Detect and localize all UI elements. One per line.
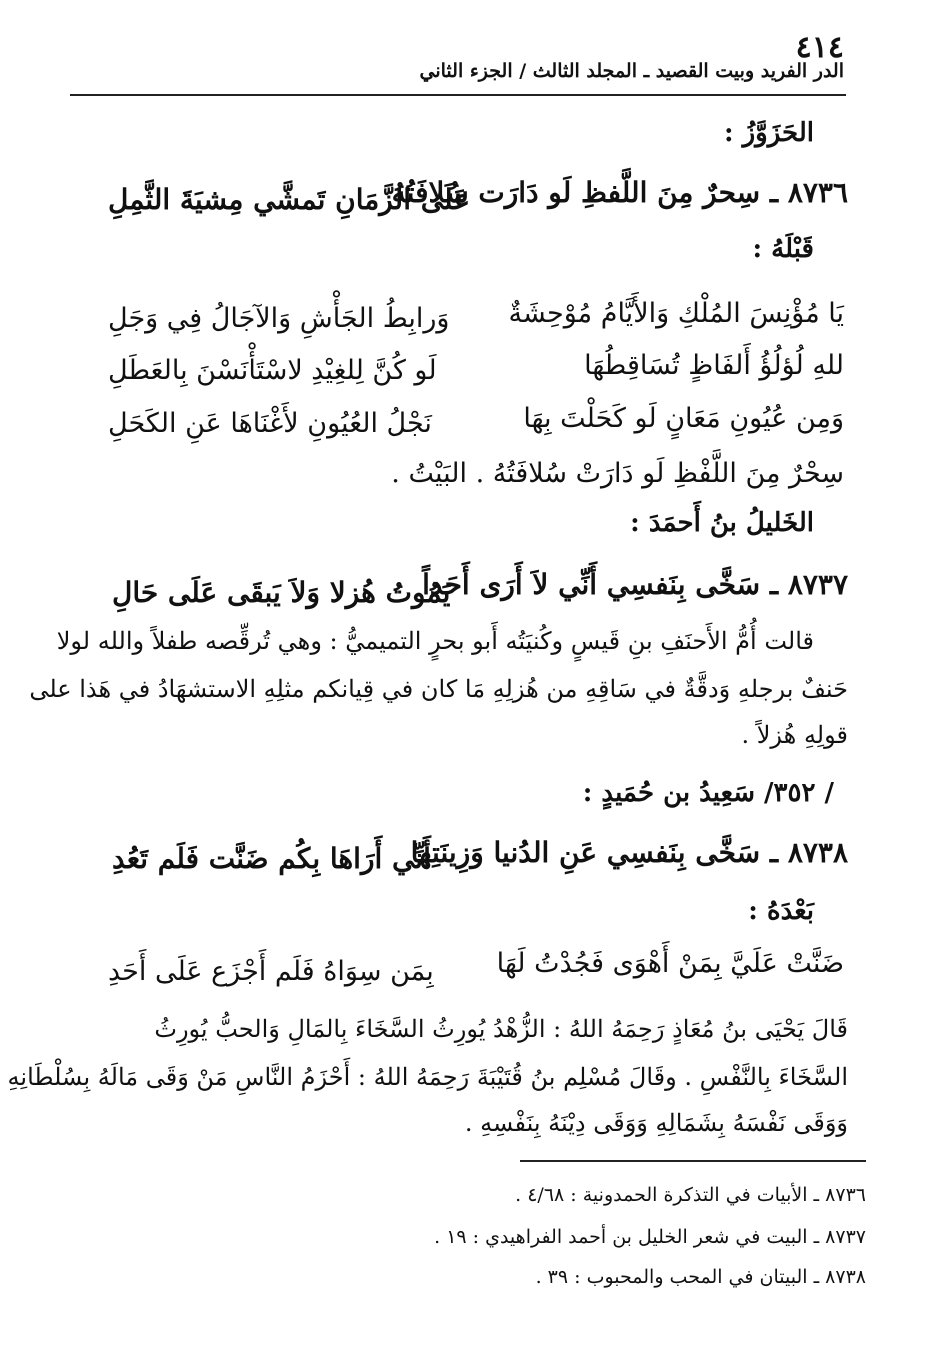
quoted-line: سِحْرٌ مِنَ اللَّفْظِ لَو دَارَتْ سُلافَتُهُ . البَيْتُ . — [391, 458, 844, 489]
running-title: الدر الفريد وبيت القصيد ـ المجلد الثالث / الجزء الثاني — [419, 60, 844, 82]
verse-hemistich-second: أَنِّي أَرَاهَا بِكُم ضَنَّت فَلَم تَعُدِ — [112, 842, 431, 875]
label-after: بَعْدَهُ : — [748, 896, 814, 926]
verse-hemistich-first: ٨٧٣٧ ـ سَخَّى بِنَفسِي أَنِّي لاَ أَرَى أَحَداً — [422, 568, 848, 601]
prose-line: قالت أُمُّ الأَحنَفِ بنِ قَيسٍ وكُنيَتُه أَبو بحرٍ التميميُّ : وهي تُرقِّصه طفلاً والله لولا — [56, 627, 814, 655]
verse-hemistich-second: وَرابِطُ الجَأْشِ وَالآجَالُ فِي وَجَلِ — [108, 303, 450, 334]
poet-heading: / ٣٥٢/ سَعِيدُ بن حُمَيدٍ : — [582, 778, 834, 808]
prose-line: السَّخَاءَ بِالنَّفْسِ . وقَالَ مُسْلِم بنُ قُتَيْبَةَ رَحِمَهُ اللهُ : أَحْزَمُ النَّاسِ مَنْ وَقَى مَالَهُ بِسُلْطَانِهِ — [7, 1063, 848, 1091]
verse-hemistich-first: ضَنَّتْ عَلَيَّ بِمَنْ أَهْوَى فَجُدْتُ لَهَا — [496, 948, 844, 979]
verse-hemistich-first: وَمِن عُيُونِ مَعَانٍ لَو كَحَلْتَ بِهَا — [523, 403, 844, 434]
verse-hemistich-second: بِمَن سِوَاهُ فَلَم أَجْزَع عَلَى أَحَدِ — [108, 956, 434, 987]
prose-line: وَوَقَى نَفْسَهُ بِشَمَالِهِ وَوَقَى دِيْنَهُ بِنَفْسِهِ . — [464, 1109, 848, 1137]
footnote: ٨٧٣٧ ـ البيت في شعر الخليل بن أحمد الفراهيدي : ١٩ . — [434, 1226, 866, 1248]
verse-hemistich-second: عَلَى الزَّمَانِ تَمشَّي مِشيَةَ الثَّمِلِ — [108, 183, 471, 216]
prose-line: حَنفٌ برجلهِ وَدقَّةٌ في سَاقِهِ من هُزلِهِ مَا كان في قِيانكم مثلِهِ الاستشهَادُ في هَذا على — [29, 675, 848, 703]
verse-hemistich-second: لَو كُنَّ لِلغِيْدِ لاسْتَأْنَسْنَ بِالعَطَلِ — [108, 355, 437, 386]
footnote-rule — [520, 1160, 866, 1162]
prose-line: قَالَ يَحْيَى بنُ مُعَاذٍ رَحِمَهُ اللهُ : الزُّهْدُ يُورِثُ السَّخَاءَ بِالمَالِ وَالحبُّ يُورِثُ — [154, 1015, 848, 1043]
poet-heading: الحَزَوَّزُ : — [723, 118, 814, 148]
poet-heading: الخَليلُ بنُ أَحمَدَ : — [630, 508, 814, 538]
header-rule — [70, 94, 846, 96]
prose-line: قولِهِ هُزلاً . — [741, 721, 848, 749]
verse-hemistich-first: ٨٧٣٦ ـ سِحرٌ مِنَ اللَّفظِ لَو دَارَت سُلافَتُهُ — [391, 176, 848, 209]
footnote: ٨٧٣٦ ـ الأبيات في التذكرة الحمدونية : ٤/٦٨ . — [515, 1184, 866, 1206]
verse-hemistich-second: يَمُوتُ هُزلا وَلاَ يَبقَى عَلَى حَالِ — [112, 576, 451, 609]
label-before: قَبْلَهُ : — [752, 234, 814, 264]
verse-hemistich-second: نَجْلُ العُيُونِ لأَغْنَاهَا عَنِ الكَحَلِ — [108, 408, 432, 439]
verse-hemistich-first: يَا مُؤْنِسَ المُلْكِ وَالأَيَّامُ مُوْحِشَةٌ — [508, 298, 844, 329]
footnote: ٨٧٣٨ ـ البيتان في المحب والمحبوب : ٣٩ . — [535, 1266, 866, 1288]
verse-hemistich-first: ٨٧٣٨ ـ سَخَّى بِنَفسِي عَنِ الدُنيا وَزِينَتِها — [410, 836, 848, 869]
verse-hemistich-first: للهِ لُؤلُؤُ أَلفَاظٍ تُسَاقِطُهَا — [584, 350, 844, 381]
page-number: ٤١٤ — [795, 30, 844, 65]
